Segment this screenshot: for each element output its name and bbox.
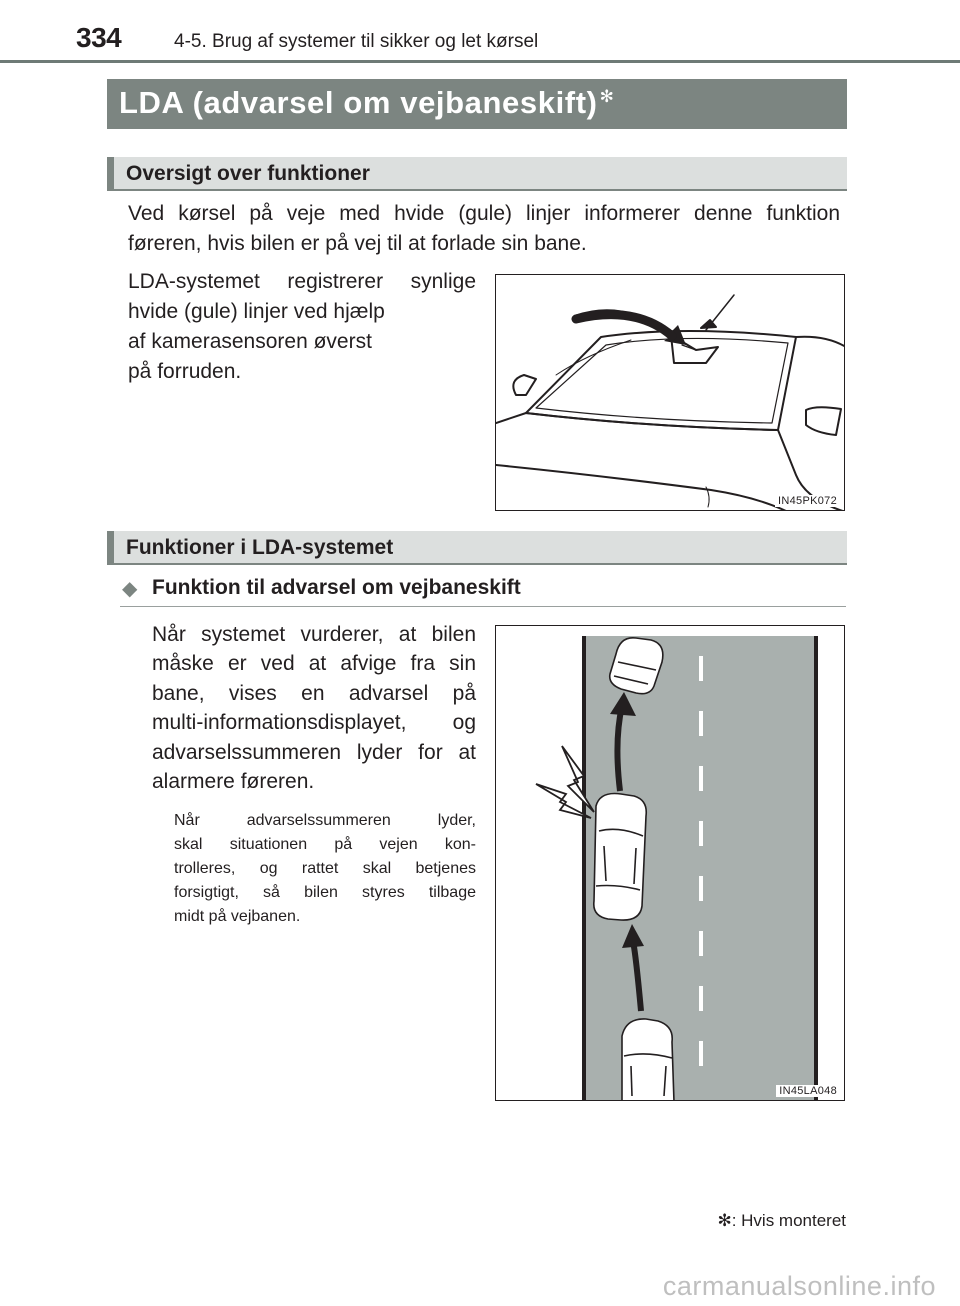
page-title-text: LDA (advarsel om vejbaneskift) [119,85,598,120]
section-header: 4-5. Brug af systemer til sikker og let kørsel [174,31,539,52]
figure-code: IN45PK072 [775,495,840,507]
note-line: forsigtigt, så bilen styres tilbage [174,884,476,901]
optional-equipment-marker: ✻ [599,86,615,106]
warning-line: Når systemet vurderer, at bilen [152,623,476,646]
subheading-overview [107,157,847,191]
intro-line: føreren, hvis bilen er på vej til at forlade sin bane. [128,232,587,255]
note-paragraph [174,809,476,929]
watermark: carmanualsonline.info [662,1271,936,1301]
warning-paragraph [152,620,476,796]
lane-departure-illustration [496,626,845,1101]
lane-departure-figure [495,625,845,1101]
footnote [717,1211,846,1231]
note-line: midt på vejbanen. [174,908,301,925]
page-title [119,85,614,121]
note-line: trolleres, og rattet skal betjenes [174,860,476,877]
warning-line: alarmere føreren. [152,770,315,794]
warning-line: multi-informationsdisplayet, og [152,711,476,735]
warning-line: måske er ved at afvige fra sin [152,652,476,676]
subheading-functions [107,531,847,565]
figure-code: IN45LA048 [776,1085,840,1097]
lda-description [128,267,476,387]
subheading-overview-text: Oversigt over funktioner [126,162,370,185]
windshield-illustration [496,275,845,511]
car-drifting [594,794,646,921]
page-number: 334 [76,22,122,53]
warning-line: bane, vises en advarsel på [152,681,476,705]
warning-line: advarselssummeren lyder for at [152,740,476,764]
footnote-marker: ✻ [717,1211,732,1230]
footnote-text: : Hvis monteret [731,1211,846,1230]
page-title-bar [107,79,847,129]
lda-line: hvide (gule) linjer ved hjælp [128,300,385,323]
function-item-label: Funktion til advarsel om vejbaneskift [152,576,521,599]
note-line: skal situationen på vejen kon- [174,836,476,853]
lda-line: LDA-systemet registrerer synlige [128,270,476,293]
windshield-camera-figure [495,274,845,511]
function-item-heading [120,574,846,607]
diamond-bullet-icon: ◆ [122,578,138,600]
note-line: Når advarselssummeren lyder, [174,812,476,829]
intro-line: Ved kørsel på veje med hvide (gule) linjer informerer denne funktion [128,202,840,225]
intro-paragraph [128,199,840,259]
lda-line: på forruden. [128,360,242,383]
car-bottom [622,1019,674,1101]
subheading-functions-text: Funktioner i LDA-systemet [126,536,394,559]
lda-line: af kamerasensoren øverst [128,330,372,353]
header-rule [0,60,960,63]
